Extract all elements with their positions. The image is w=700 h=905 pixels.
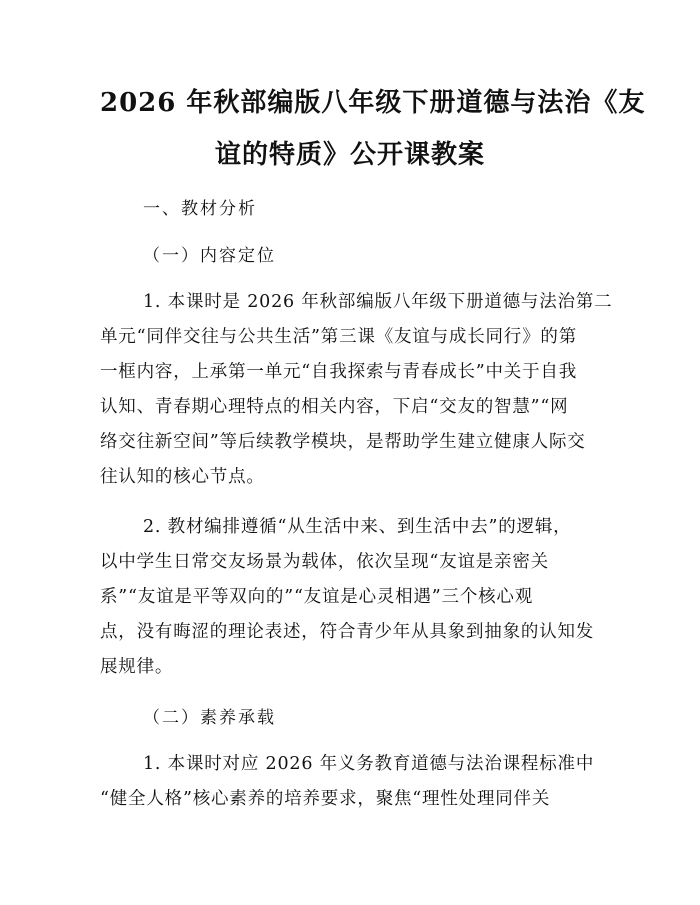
paragraph-1-line-6: 往认知的核心节点。 (100, 467, 265, 487)
paragraph-3-line-2: “健全人格”核心素养的培养要求，聚焦“理性处理同伴关 (100, 789, 551, 809)
document-title-line-1: 2026 年秋部编版八年级下册道德与法治《友 (100, 88, 646, 118)
paragraph-1-line-3: 一框内容，上承第一单元“自我探索与青春成长”中关于自我 (100, 362, 577, 382)
document-title-line-2: 谊的特质》公开课教案 (214, 140, 485, 170)
subsection-heading-literacy: （二）素养承载 (143, 708, 276, 728)
paragraph-2-line-3: 系”“友谊是平等双向的”“友谊是心灵相遇”三个核心观 (100, 587, 534, 607)
paragraph-3-line-1: 1. 本课时对应 2026 年义务教育道德与法治课程标准中 (143, 754, 595, 774)
paragraph-1-line-2: 单元“同伴交往与公共生活”第三课《友谊与成长同行》的第 (100, 327, 577, 347)
paragraph-1-line-1: 1. 本课时是 2026 年秋部编版八年级下册道德与法治第二 (143, 292, 613, 312)
subsection-heading-content-positioning: （一）内容定位 (143, 246, 276, 266)
section-heading-textbook-analysis: 一、教材分析 (143, 199, 257, 219)
paragraph-2-line-2: 以中学生日常交友场景为载体，依次呈现“友谊是亲密关 (100, 552, 549, 572)
paragraph-2-line-5: 展规律。 (100, 657, 174, 677)
paragraph-2-line-4: 点，没有晦涩的理论表述，符合青少年从具象到抽象的认知发 (100, 622, 595, 642)
paragraph-1-line-4: 认知、青春期心理特点的相关内容，下启“交友的智慧”“网 (100, 397, 569, 417)
paragraph-2-line-1: 2. 教材编排遵循“从生活中来、到生活中去”的逻辑， (143, 517, 572, 537)
paragraph-1-line-5: 络交往新空间”等后续教学模块，是帮助学生建立健康人际交 (100, 432, 586, 452)
